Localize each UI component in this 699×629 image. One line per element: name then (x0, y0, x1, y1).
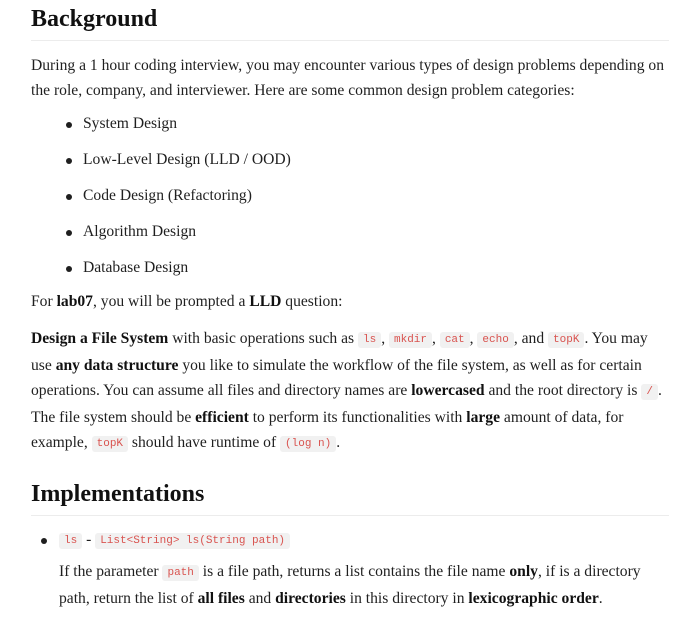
list-item: Database Design (83, 253, 669, 289)
category-list (31, 109, 669, 289)
text: , if is a directory path, return the list of (59, 563, 641, 607)
intro-paragraph: During a 1 hour coding interview, you may encounter various types of design problems depending on the role, company, and interviewer. Here are some common design problem categories: (31, 57, 664, 99)
emphasis: any data structure (55, 357, 179, 374)
text: . The file system should be (31, 382, 662, 426)
method-signature-line (59, 530, 669, 551)
emphasis: all files (197, 590, 245, 607)
text: For (31, 293, 57, 310)
text: and (244, 590, 276, 607)
text: amount of data, for example, (31, 409, 624, 451)
emphasis: directories (275, 590, 346, 607)
op-code: cat (440, 332, 470, 348)
implementation-item (59, 530, 669, 611)
text: , and (513, 330, 549, 347)
op-code: topK (548, 332, 584, 348)
op-code: mkdir (389, 332, 432, 348)
text: . (336, 434, 341, 451)
text: , you will be prompted a (92, 293, 250, 310)
emphasis: lowercased (411, 382, 485, 399)
text: to perform its functionalities with (248, 409, 467, 426)
text: - (82, 531, 96, 548)
runtime-code: (log n) (280, 436, 336, 452)
list-item: System Design (83, 109, 669, 145)
list-item: Low-Level Design (LLD / OOD) (83, 145, 669, 181)
list-item: Code Design (Refactoring) (83, 181, 669, 217)
method-description (59, 559, 669, 611)
param-code: path (162, 565, 198, 581)
op-code: echo (477, 332, 513, 348)
text: , (432, 330, 440, 347)
heading-background: Background (31, 0, 669, 41)
signature-code: List<String> ls(String path) (95, 533, 290, 549)
emphasis: only (509, 563, 538, 580)
text: , (469, 330, 478, 347)
text: you like to simulate the workflow of the file system, as well as for certain operations. You can assume all files and directory names are (31, 357, 642, 399)
text: in this directory in (345, 590, 469, 607)
topk-code: topK (92, 436, 128, 452)
text: should have runtime of (128, 434, 281, 451)
list-item: Algorithm Design (83, 217, 669, 253)
text: with basic operations such as (168, 330, 358, 347)
text: is a file path, returns a list contains the file name (198, 563, 510, 580)
text: If the parameter (59, 563, 163, 580)
text: and the root directory is (484, 382, 642, 399)
implementation-list (31, 530, 669, 611)
method-name-code: ls (59, 533, 82, 549)
op-code: ls (358, 332, 381, 348)
text: . You may use (31, 330, 648, 374)
root-code: / (641, 384, 658, 400)
emphasis: large (466, 409, 501, 426)
task-paragraph (31, 326, 669, 457)
lab-name: lab07 (56, 293, 93, 310)
emphasis: lexicographic order (468, 590, 599, 607)
text: . (598, 590, 603, 607)
text: , (381, 330, 389, 347)
lab-paragraph (31, 289, 669, 314)
text: question: (281, 293, 343, 310)
lld-label: LLD (249, 293, 282, 310)
task-title: Design a File System (31, 330, 169, 347)
heading-implementations: Implementations (31, 479, 669, 516)
emphasis: efficient (195, 409, 249, 426)
